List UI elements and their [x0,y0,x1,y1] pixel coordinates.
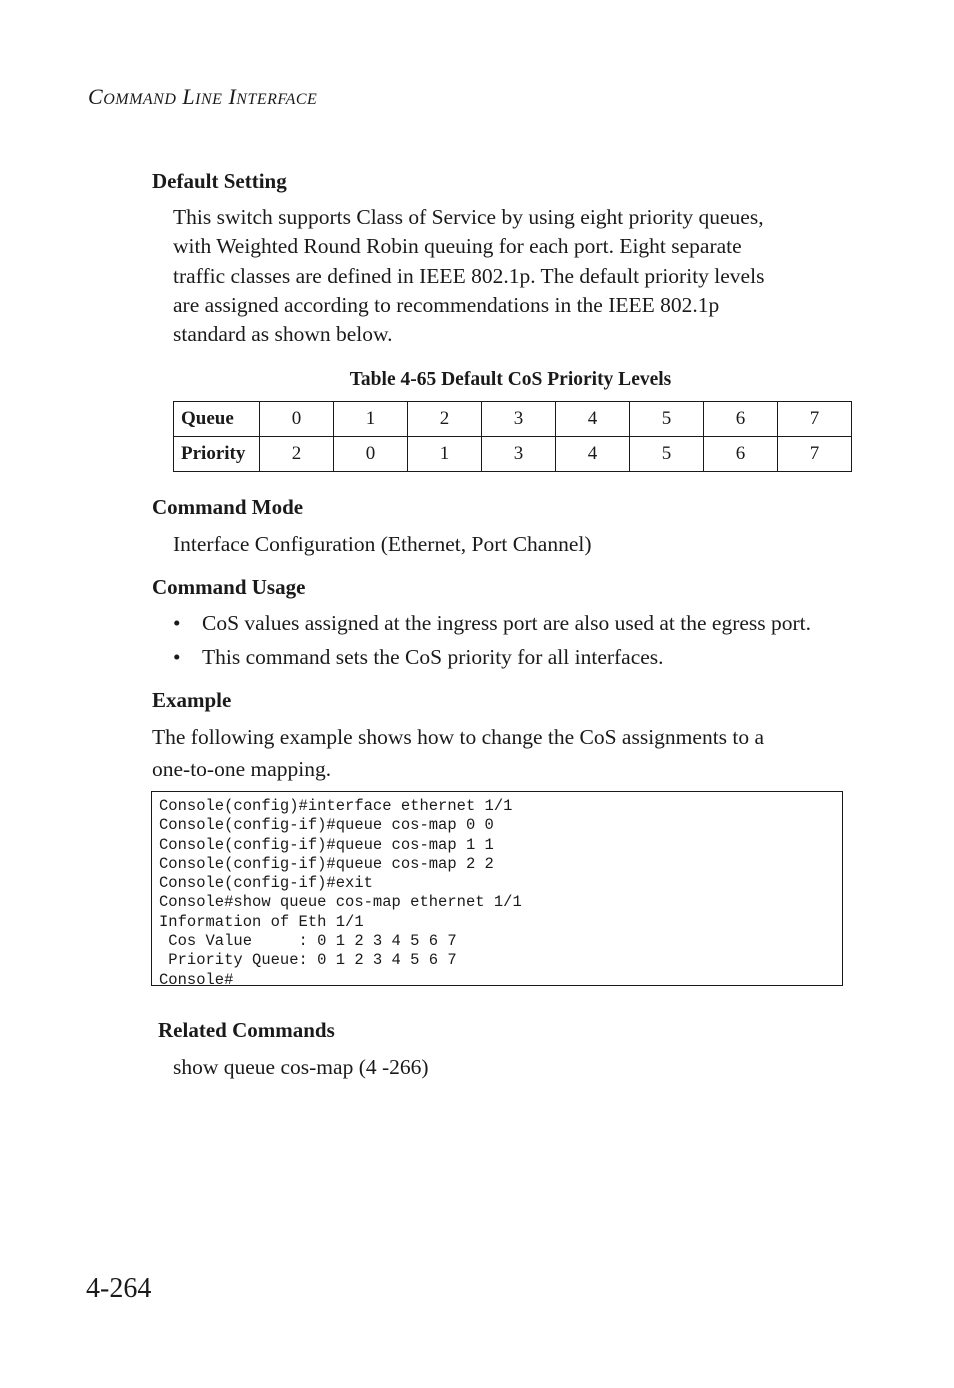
example-heading: Example [152,688,232,712]
running-head-part: OMMAND [103,91,177,108]
page-number: 4-264 [86,1273,152,1304]
related-commands-text: show queue cos-map (4 -266) [173,1055,429,1079]
queue-cell: 7 [778,402,852,437]
code-line: Information of Eth 1/1 [159,912,364,931]
paragraph-line: with Weighted Round Robin queuing for each port. Eight separate [173,234,742,259]
queue-cell: 3 [482,402,556,437]
queue-cell: 2 [408,402,482,437]
code-line: Console(config-if)#exit [159,874,373,893]
table-caption: Table 4-65 Default CoS Priority Levels [349,369,672,390]
command-usage-heading: Command Usage [152,575,306,599]
paragraph-line: are assigned according to recommendations in the IEEE 802.1p [173,292,720,317]
priority-cell: 7 [778,437,852,472]
bullet-icon: • [173,645,181,669]
row-header-priority: Priority [174,437,260,472]
bullet-icon: • [173,611,181,635]
code-line: Console#show queue cos-map ethernet 1/1 [159,893,522,912]
code-line: Console(config)#interface ethernet 1/1 [159,797,513,815]
paragraph-line: This switch supports Class of Service by using eight priority queues, [173,205,764,229]
table-row-queue [174,402,852,437]
code-block [151,791,843,989]
queue-cell: 5 [630,402,704,437]
paragraph-line: The following example shows how to change the CoS assignments to a [152,725,765,749]
queue-cell: 6 [704,402,778,437]
command-mode-heading: Command Mode [152,495,304,519]
code-line: Priority Queue: 0 1 2 3 4 5 6 7 [159,951,457,970]
code-line: Console(config-if)#queue cos-map 0 0 [159,816,494,835]
queue-cell: 0 [260,402,334,437]
queue-cell: 1 [334,402,408,437]
priority-cell: 1 [408,437,482,472]
priority-cell: 6 [704,437,778,472]
running-head-part: L [182,84,196,109]
default-setting-heading: Default Setting [152,169,287,193]
priority-cell: 0 [334,437,408,472]
command-mode-text: Interface Configuration (Ethernet, Port Channel) [173,532,592,556]
default-setting-paragraph [173,203,873,349]
priority-cell: 5 [630,437,704,472]
code-line: Console# [159,970,234,989]
running-head [88,84,317,110]
code-line: Cos Value : 0 1 2 3 4 5 6 7 [159,932,457,951]
running-head-part: INE [195,91,223,108]
code-line: Console(config-if)#queue cos-map 1 1 [159,835,494,854]
table-row-priority [174,437,852,472]
running-head-part: C [88,84,104,109]
command-usage-list [173,606,873,674]
priority-cell: 2 [260,437,334,472]
paragraph-line: traffic classes are defined in IEEE 802.1p. The default priority levels [173,263,765,288]
list-item [173,640,873,674]
code-line: Console(config-if)#queue cos-map 2 2 [159,854,494,873]
example-paragraph [152,721,872,785]
list-item-text: This command sets the CoS priority for all interfaces. [202,645,664,669]
row-header-queue: Queue [174,402,260,437]
running-head-part: NTERFACE [236,91,318,108]
priority-cell: 4 [556,437,630,472]
list-item-text: CoS values assigned at the ingress port are also used at the egress port. [202,611,812,635]
list-item [173,606,873,640]
running-head-part: I [228,84,237,109]
queue-cell: 4 [556,402,630,437]
related-commands-heading: Related Commands [158,1018,335,1042]
priority-cell: 3 [482,437,556,472]
paragraph-line: one-to-one mapping. [152,757,332,781]
paragraph-line: standard as shown below. [173,322,393,347]
cos-priority-table [173,401,852,472]
